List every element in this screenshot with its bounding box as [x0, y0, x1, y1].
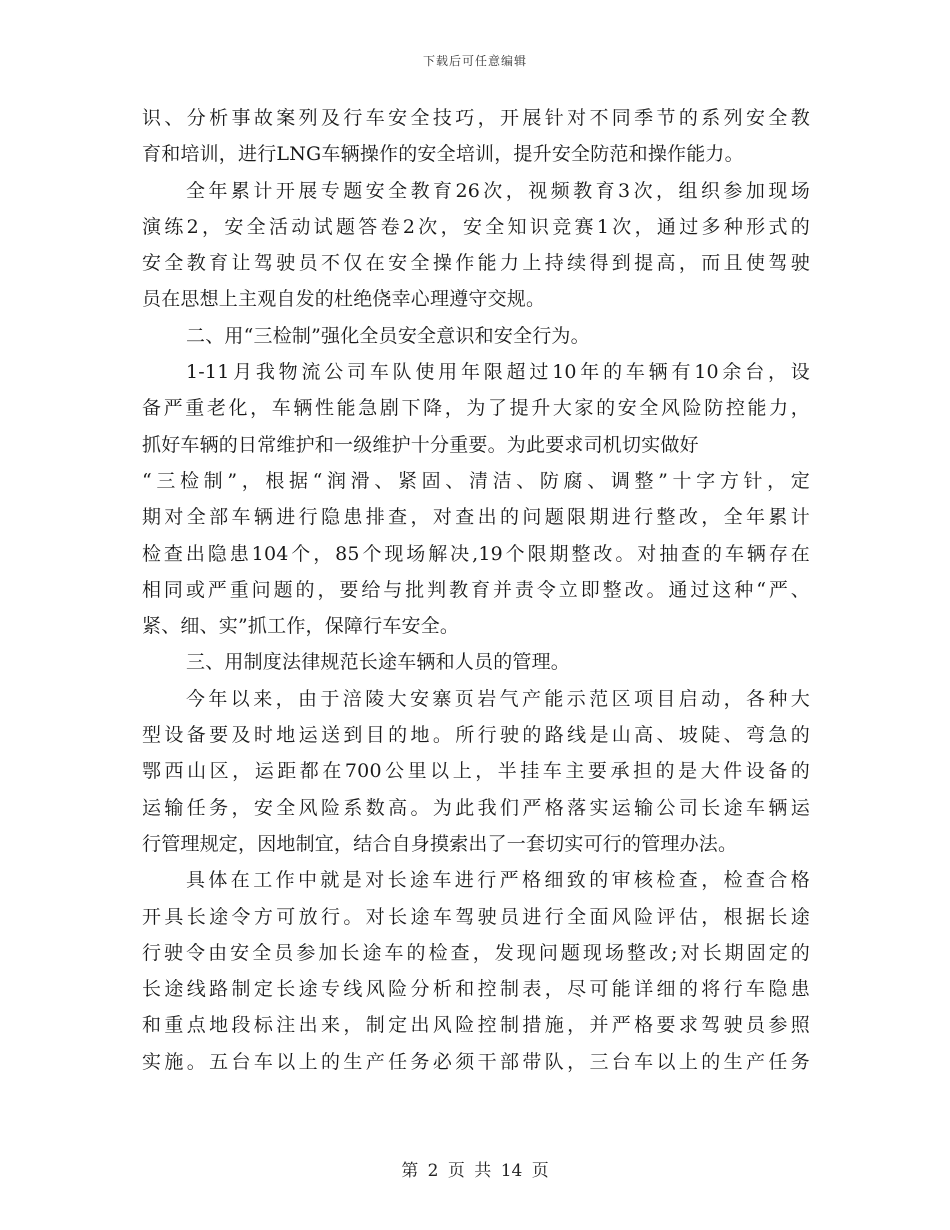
text-line: 具体在工作中就是对长途车进行严格细致的审核检查，检查合格: [186, 869, 810, 892]
text-line: 检查出隐患104个，85个现场解决,19个限期整改。对抽查的车辆存在: [142, 542, 810, 565]
text-line: 和重点地段标注出来，制定出风险控制措施，并严格要求驾驶员参照: [142, 1014, 810, 1037]
text-line: 1-11月我物流公司车队使用年限超过10年的车辆有10余台，设: [186, 361, 810, 384]
page-footer: 第 2 页 共 14 页: [401, 1161, 549, 1181]
text-line: 运输任务，安全风险系数高。为此我们严格落实运输公司长途车辆运: [142, 796, 810, 819]
text-line: 开具长途令方可放行。对长途车驾驶员进行全面风险评估，根据长途: [142, 905, 810, 928]
text-line: 相同或严重问题的，要给与批判教育并责令立即整改。通过这种“严、: [142, 578, 810, 601]
text-line: 型设备要及时地运送到目的地。所行驶的路线是山高、坡陡、弯急的: [142, 724, 810, 747]
text-line: 识、分析事故案列及行车安全技巧，开展针对不同季节的系列安全教: [142, 107, 810, 129]
text-line: 安全教育让驾驶员不仅在安全操作能力上持续得到提高，而且使驾驶: [142, 252, 810, 275]
text-line: 育和培训，进行LNG车辆操作的安全培训，提升安全防范和操作能力。: [142, 143, 744, 166]
text-line: 演练2，安全活动试题答卷2次，安全知识竞赛1次，通过多种形式的: [142, 215, 810, 238]
text-line: 三、用制度法律规范长途车辆和人员的管理。: [186, 651, 571, 674]
text-line: 行管理规定，因地制宜，结合自身摸索出了一套切实可行的管理办法。: [142, 832, 738, 855]
text-line: 全年累计开展专题安全教育26次，视频教育3次，组织参加现场: [186, 179, 810, 202]
text-line: 备严重老化，车辆性能急剧下降，为了提升大家的安全风险防控能力，: [142, 397, 810, 420]
text-line: 二、用“三检制”强化全员安全意识和安全行为。: [186, 324, 590, 347]
document-body: [142, 100, 810, 1080]
text-line: 行驶令由安全员参加长途车的检查，发现问题现场整改;对长期固定的: [142, 941, 810, 964]
text-line: 鄂西山区，运距都在700公里以上，半挂车主要承担的是大件设备的: [142, 760, 810, 783]
page-header: 下载后可任意编辑: [422, 54, 527, 68]
text-line: 期对全部车辆进行隐患排查，对查出的问题限期进行整改，全年累计: [142, 506, 810, 529]
text-line: 今年以来，由于涪陵大安寨页岩气产能示范区项目启动，各种大: [186, 687, 810, 710]
text-line: 抓好车辆的日常维护和一级维护十分重要。为此要求司机切实做好: [142, 433, 699, 456]
text-line: 员在思想上主观自发的杜绝侥幸心理遵守交规。: [142, 288, 546, 311]
text-line: “三检制”，根据“润滑、紧固、清洁、防腐、调整”十字方针，定: [142, 469, 810, 492]
text-line: 长途线路制定长途专线风险分析和控制表，尽可能详细的将行车隐患: [142, 978, 810, 1001]
text-line: 实施。五台车以上的生产任务必须干部带队，三台车以上的生产任务: [142, 1050, 810, 1073]
text-line: 紧、细、实”抓工作，保障行车安全。: [142, 615, 460, 638]
